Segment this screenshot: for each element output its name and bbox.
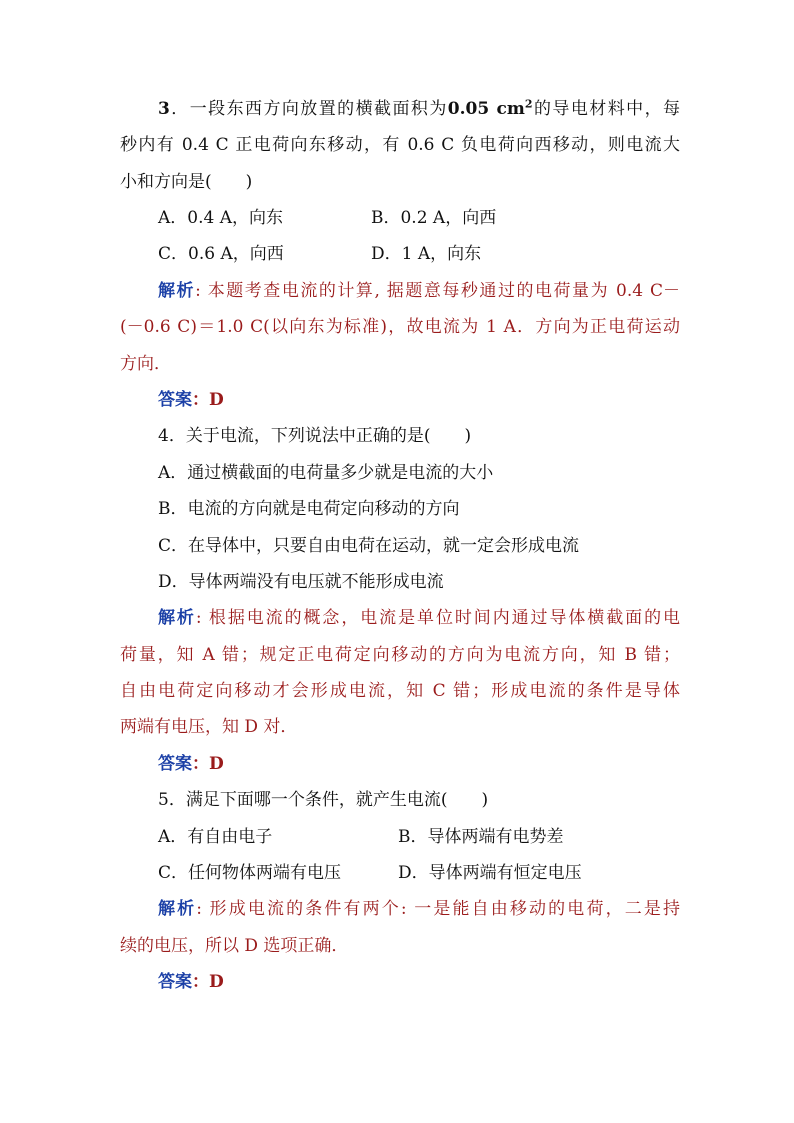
q5-analysis-line-2: 续的电压，所以 D 选项正确．	[120, 936, 349, 956]
q3-line-1: 3．一段东西方向放置的横截面积为0.05 $cm^2$的导电材料中，每	[158, 97, 681, 119]
q5-option-b: B．导体两端有电势差	[398, 827, 564, 847]
q5-analysis-line-1: 解析: 形成电流的条件有两个: 一是能自由移动的电荷，二是持	[158, 899, 681, 919]
q3-option-a: A．0.4 A，向东	[158, 208, 283, 228]
q5-option-d: D．导体两端有恒定电压	[398, 863, 582, 883]
q5-line-1: 5．满足下面哪一个条件，就产生电流( )	[158, 790, 489, 810]
q4-analysis-line-4: 两端有电压，知 D 对．	[120, 717, 298, 737]
q3-line-3: 小和方向是( )	[120, 172, 253, 192]
q3-analysis-line-3: 方向．	[120, 354, 171, 374]
q4-analysis-line-2: 荷量，知 A 错；规定正电荷定向移动的方向为电流方向，知 B 错；	[120, 645, 680, 665]
q4-answer: 答案：D	[158, 754, 224, 774]
q5-answer: 答案：D	[158, 972, 224, 992]
q4-analysis-line-1: 解析: 根据电流的概念，电流是单位时间内通过导体横截面的电	[158, 608, 680, 628]
q3-analysis-line-2: (－0.6 C)＝1.0 C(以向东为标准)，故电流为 1 A．方向为正电荷运动	[120, 317, 680, 337]
q4-option-a: A．通过横截面的电荷量多少就是电流的大小	[158, 463, 494, 483]
q3-line-2: 秒内有 0.4 C 正电荷向东移动，有 0.6 C 负电荷向西移动，则电流大	[120, 135, 680, 155]
q5-option-c: C．任何物体两端有电压	[158, 863, 342, 883]
q3-answer: 答案：D	[158, 390, 224, 410]
q3-option-c: C．0.6 A，向西	[158, 244, 284, 264]
q4-option-c: C．在导体中，只要自由电荷在运动，就一定会形成电流	[158, 536, 580, 556]
q4-option-d: D．导体两端没有电压就不能形成电流	[158, 572, 444, 592]
q3-analysis-line-1: 解析: 本题考查电流的计算, 据题意每秒通过的电荷量为 0.4 C－	[158, 281, 681, 301]
q3-option-b: B．0.2 A，向西	[371, 208, 497, 228]
q3-option-d: D．1 A，向东	[371, 244, 482, 264]
q4-option-b: B．电流的方向就是电荷定向移动的方向	[158, 499, 460, 519]
q4-analysis-line-3: 自由电荷定向移动才会形成电流，知 C 错；形成电流的条件是导体	[120, 681, 680, 701]
q5-option-a: A．有自由电子	[158, 827, 273, 847]
q4-line-1: 4．关于电流，下列说法中正确的是( )	[158, 426, 472, 446]
